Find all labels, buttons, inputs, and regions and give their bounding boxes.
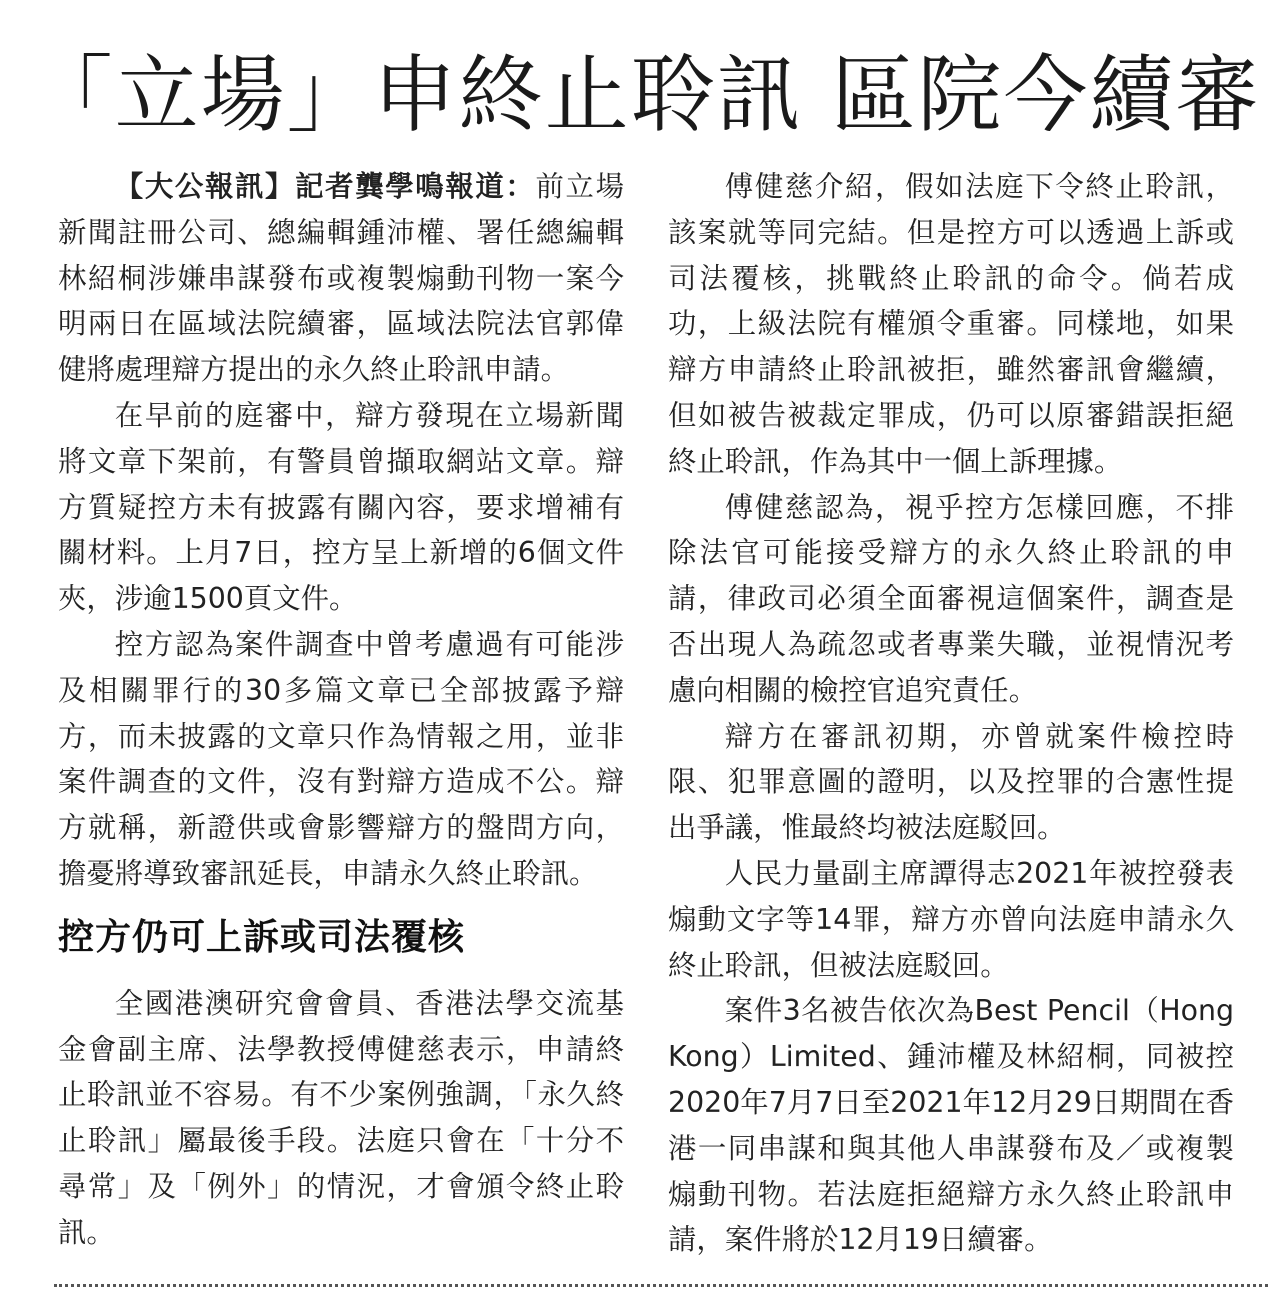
paragraph: 案件3名被告依次為Best Pencil（Hong Kong）Limited、鍾沛權及林紹桐，同被控2020年7月7日至2021年12月29日期間在香港一同串謀和與其他人串謀發布及／或複製煽動刊物。若法庭拒絕辯方永久終止聆訊申請，案件將於12月19日續審。 <box>668 994 1234 1257</box>
lead-text: 前立場新聞註冊公司、總編輯鍾沛權、署任總編輯林紹桐涉嫌串謀發布或複製煽動刊物一案今明兩日在區域法院續審，區域法院法官郭偉健將處理辯方提出的永久終止聆訊申請。 <box>58 170 624 387</box>
paragraph: 傅健慈介紹，假如法庭下令終止聆訊，該案就等同完結。但是控方可以透過上訴或司法覆核，挑戰終止聆訊的命令。倘若成功，上級法院有權頒令重審。同樣地，如果辯方申請終止聆訊被拒，雖然審訊會繼續，但如被告被裁定罪成，仍可以原審錯誤拒絕終止聆訊，作為其中一個上訴理據。 <box>668 170 1234 478</box>
paragraph: 辯方在審訊初期，亦曾就案件檢控時限、犯罪意圖的證明，以及控罪的合憲性提出爭議，惟最終均被法庭駁回。 <box>668 719 1234 845</box>
paragraph: 全國港澳研究會會員、香港法學交流基金會副主席、法學教授傅健慈表示，申請終止聆訊並不容易。有不少案例強調，「永久終止聆訊」屬最後手段。法庭只會在「十分不尋常」及「例外」的情況，才會頒令終止聆訊。 <box>58 986 624 1249</box>
paragraph: 控方認為案件調查中曾考慮過有可能涉及相關罪行的30多篇文章已全部披露予辯方，而未披露的文章只作為情報之用，並非案件調查的文件，沒有對辯方造成不公。辯方就稱，新證供或會影響辯方的盤問方向，擔憂將導致審訊延長，申請永久終止聆訊。 <box>58 627 624 890</box>
headline: 「立場」申終止聆訊 區院今續審 <box>28 46 1262 144</box>
dotted-divider <box>54 1284 1268 1287</box>
paragraph-lead <box>58 164 624 393</box>
paragraph: 在早前的庭審中，辯方發現在立場新聞將文章下架前，有警員曾擷取網站文章。辯方質疑控方未有披露有關內容，要求增補有關材料。上月7日，控方呈上新增的6個文件夾，涉逾1500頁文件。 <box>58 398 624 616</box>
article-column-right <box>668 164 1234 1263</box>
dateline: 【大公報訊】記者龔學鳴報道： <box>114 170 536 203</box>
paragraph: 人民力量副主席譚得志2021年被控發表煽動文字等14罪，辯方亦曾向法庭申請永久終止聆訊，但被法庭駁回。 <box>668 856 1234 982</box>
subheading: 控方仍可上訴或司法覆核 <box>58 915 466 958</box>
paragraph: 傅健慈認為，視乎控方怎樣回應，不排除法官可能接受辯方的永久終止聆訊的申請，律政司必須全面審視這個案件，調查是否出現人為疏忽或者專業失職，並視情況考慮向相關的檢控官追究責任。 <box>668 490 1234 707</box>
article-column-left <box>58 164 624 1256</box>
